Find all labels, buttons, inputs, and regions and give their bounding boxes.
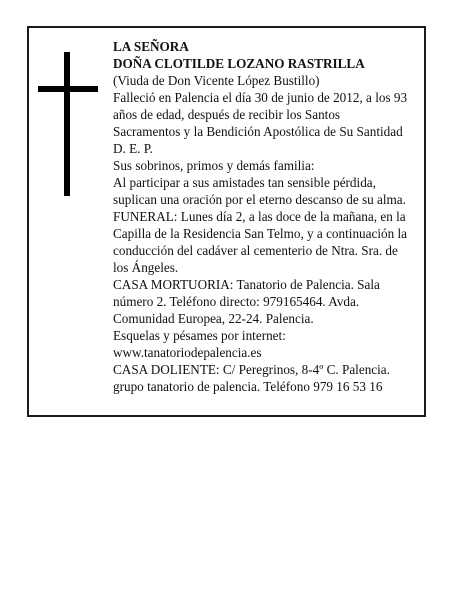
- cross-icon: [38, 52, 102, 196]
- mortuary-line: número 2. Teléfono directo: 979165464. Avda.: [113, 294, 360, 309]
- website-line: [113, 344, 423, 361]
- funeral-line: los Ángeles.: [113, 260, 179, 275]
- funeral-line: FUNERAL: Lunes día 2, a las doce de la mañana, en la: [113, 209, 406, 224]
- group-phone-line: grupo tanatorio de palencia. Teléfono 979 16 53 16: [113, 379, 383, 394]
- mourning-house-line: CASA DOLIENTE: C/ Peregrinos, 8-4º C. Palencia.: [113, 362, 390, 377]
- funeral-line: conducción del cadáver al cementerio de Ntra. Sra. de: [113, 243, 398, 258]
- cross-horizontal-bar: [38, 86, 98, 92]
- body-line: Sus sobrinos, primos y demás familia:: [113, 158, 315, 173]
- obituary-text: [113, 38, 423, 395]
- obituary-heading: LA SEÑORA: [113, 39, 189, 54]
- internet-condolences-line: Esquelas y pésames por internet:: [113, 328, 286, 343]
- body-line: D. E. P.: [113, 141, 153, 156]
- cross-vertical-bar: [64, 52, 70, 196]
- deceased-name: DOÑA CLOTILDE LOZANO RASTRILLA: [113, 56, 365, 71]
- funeral-line: Capilla de la Residencia San Telmo, y a continuación la: [113, 226, 408, 241]
- body-line: años de edad, después de recibir los Santos: [113, 107, 341, 122]
- widow-of-line: (Viuda de Don Vicente López Bustillo): [113, 73, 320, 88]
- mortuary-line: CASA MORTUORIA: Tanatorio de Palencia. Sala: [113, 277, 380, 292]
- body-line: Sacramentos y la Bendición Apostólica de Su Santidad: [113, 124, 403, 139]
- body-line: Falleció en Palencia el día 30 de junio de 2012, a los 93: [113, 90, 408, 105]
- mortuary-line: Comunidad Europea, 22-24. Palencia.: [113, 311, 314, 326]
- body-line: Al participar a sus amistades tan sensible pérdida,: [113, 175, 376, 190]
- body-line: suplican una oración por el eterno descanso de su alma.: [113, 192, 406, 207]
- website-link[interactable]: www.tanatoriodepalencia.es: [113, 345, 262, 360]
